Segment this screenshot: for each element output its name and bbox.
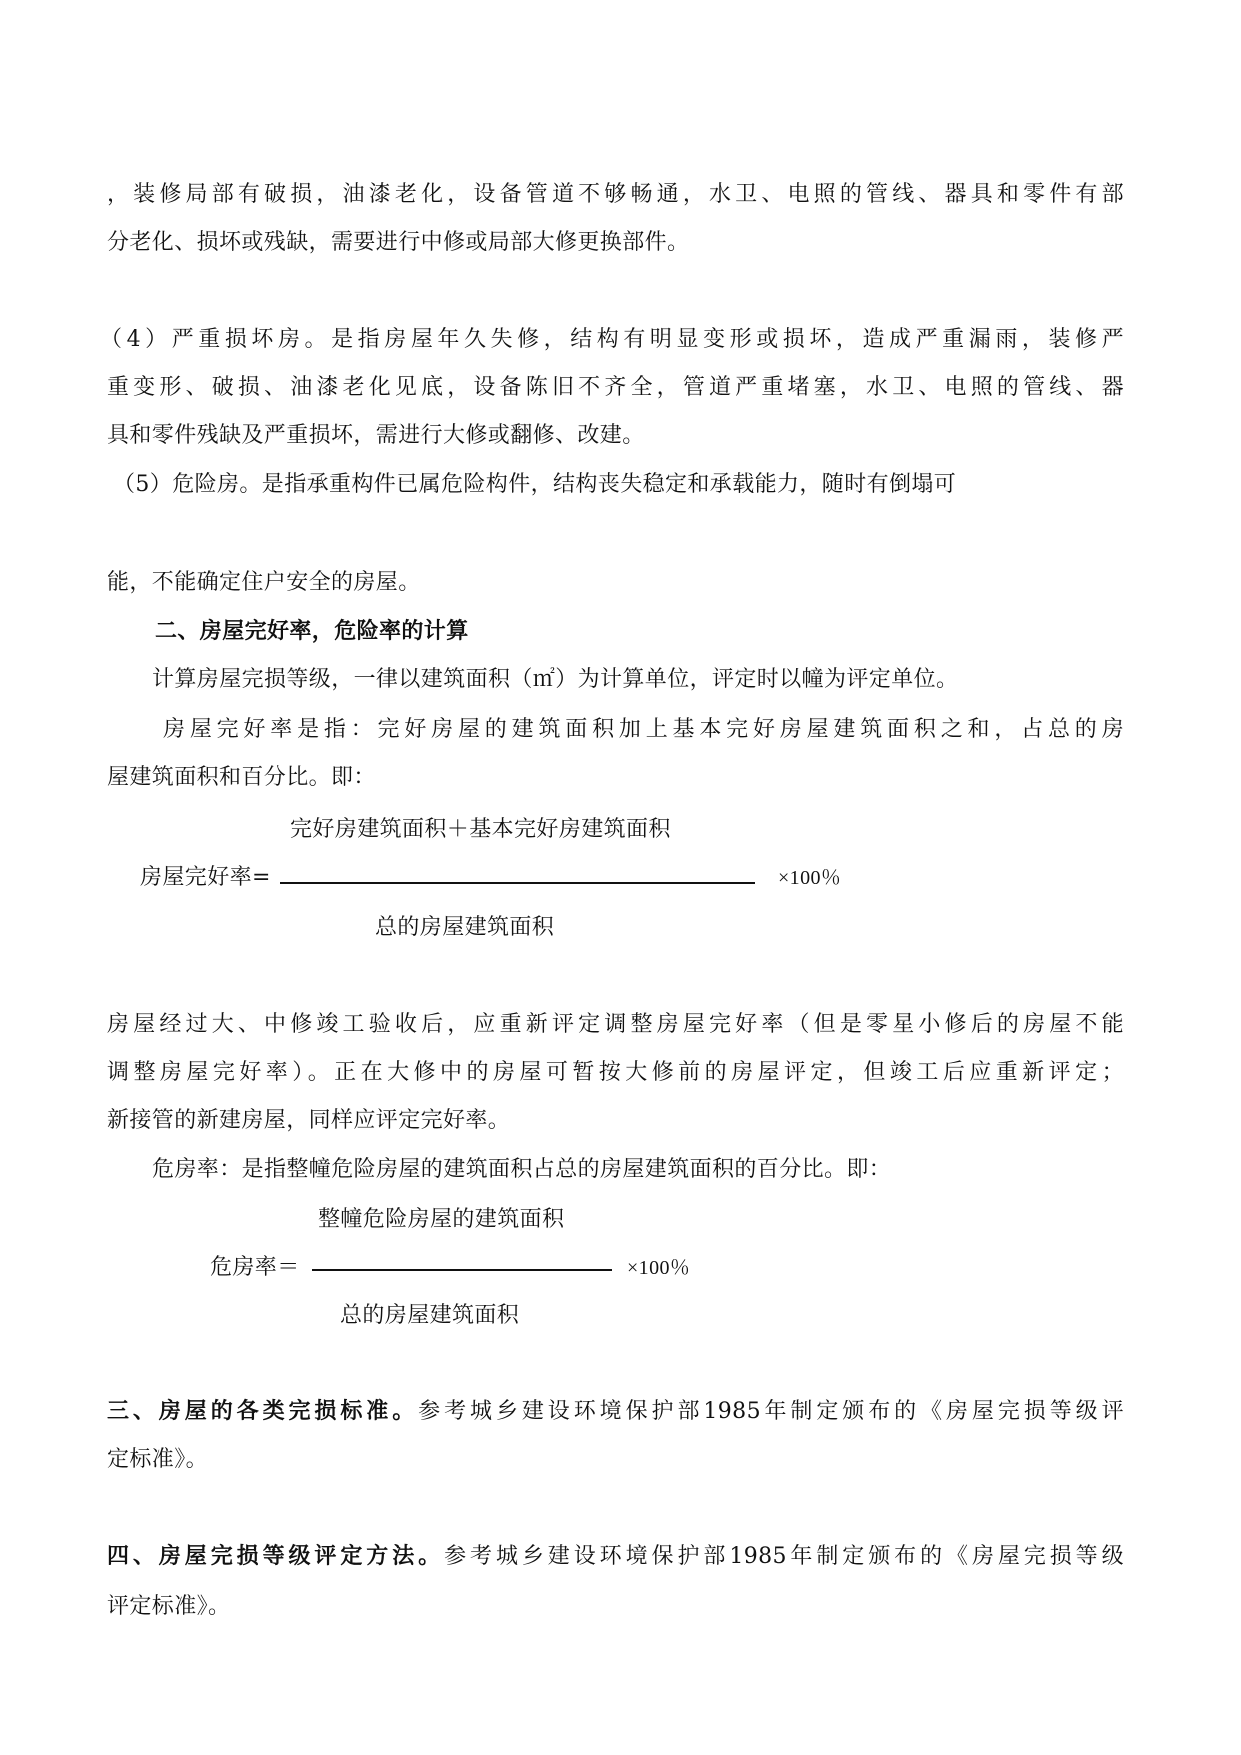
section2-heading: 二、房屋完好率，危险率的计算 [155, 619, 469, 644]
good-rate-definition-line-1: 房屋完好率是指：完好房屋的建筑面积加上基本完好房屋建筑面积之和，占总的房 [163, 717, 1124, 742]
section3-line-1 [107, 1397, 1124, 1427]
formula-good-numerator: 完好房建筑面积＋基本完好房建筑面积 [290, 817, 671, 842]
section4-line-2: 评定标准》。 [107, 1594, 231, 1619]
good-rate-definition-line-2: 屋建筑面积和百分比。即： [107, 765, 376, 790]
section3-text-1: 参考城乡建设环境保护部1985年制定颁布的《房屋完损等级评 [418, 1399, 1124, 1424]
intro-line-2: 分老化、损坏或残缺，需要进行中修或局部大修更换部件。 [107, 230, 690, 255]
formula-danger-numerator: 整幢危险房屋的建筑面积 [318, 1207, 565, 1232]
item5-line-1: （5）危险房。是指承重构件已属危险构件，结构丧失稳定和承载能力，随时有倒塌可 [113, 472, 957, 497]
section3-line-2: 定标准》。 [107, 1447, 209, 1472]
danger-rate-definition: 危房率：是指整幢危险房屋的建筑面积占总的房屋建筑面积的百分比。即： [152, 1157, 892, 1182]
formula-danger-label: 危房率＝ [210, 1255, 300, 1280]
item4-line-2: 重变形、破损、油漆老化见底，设备陈旧不齐全，管道严重堵塞，水卫、电照的管线、器 [107, 375, 1124, 400]
formula-good-multiplier: ×100％ [778, 867, 842, 889]
section4-heading: 四、房屋完损等级评定方法。 [107, 1544, 445, 1569]
section4-line-1 [107, 1542, 1124, 1572]
intro-line-1: ，装修局部有破损，油漆老化，设备管道不够畅通，水卫、电照的管线、器具和零件有部 [107, 182, 1124, 207]
formula-danger-multiplier: ×100％ [627, 1257, 691, 1279]
reassessment-line-1: 房屋经过大、中修竣工验收后，应重新评定调整房屋完好率（但是零星小修后的房屋不能 [107, 1012, 1124, 1037]
section2-unit-note: 计算房屋完损等级，一律以建筑面积（㎡）为计算单位，评定时以幢为评定单位。 [152, 667, 959, 692]
reassessment-line-3: 新接管的新建房屋，同样应评定完好率。 [107, 1108, 511, 1133]
item4-line-1: （4）严重损坏房。是指房屋年久失修，结构有明显变形或损坏，造成严重漏雨，装修严 [100, 327, 1124, 352]
formula-good-label: 房屋完好率= [140, 865, 271, 890]
formula-danger-denominator: 总的房屋建筑面积 [340, 1303, 520, 1328]
formula-good-fraction-bar [280, 882, 755, 884]
formula-good-denominator: 总的房屋建筑面积 [375, 915, 555, 940]
reassessment-line-2: 调整房屋完好率）。正在大修中的房屋可暂按大修前的房屋评定，但竣工后应重新评定； [107, 1060, 1124, 1085]
formula-danger-fraction-bar [312, 1269, 612, 1271]
item4-line-3: 具和零件残缺及严重损坏，需进行大修或翻修、改建。 [107, 423, 645, 448]
section4-text-1: 参考城乡建设环境保护部1985年制定颁布的《房屋完损等级 [444, 1544, 1124, 1569]
section3-heading: 三、房屋的各类完损标准。 [107, 1399, 419, 1424]
item5-line-2: 能，不能确定住户安全的房屋。 [107, 570, 421, 595]
